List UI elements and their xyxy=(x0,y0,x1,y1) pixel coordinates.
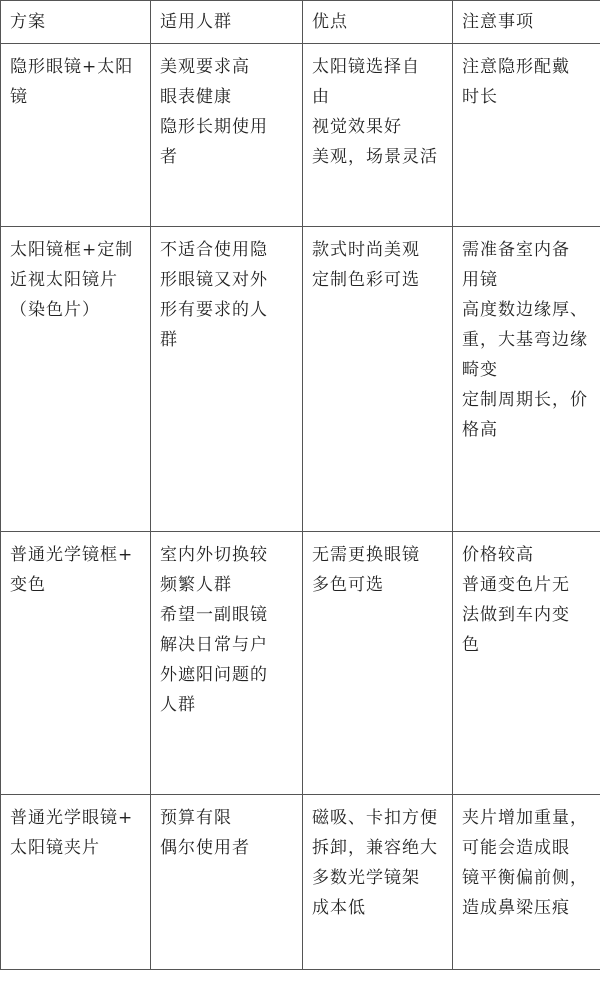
cell-line: 外遮阳问题的 xyxy=(160,665,268,685)
cell-line: 磁吸、卡扣方便 xyxy=(312,808,438,828)
cell-line: 畸变 xyxy=(462,360,498,380)
cell-notes xyxy=(453,227,600,532)
table-row xyxy=(1,227,600,532)
cell-line: 定制周期长，价 xyxy=(462,390,588,410)
cell-line: 成本低 xyxy=(312,898,366,918)
cell-audience xyxy=(151,44,303,227)
cell-line: 视觉效果好 xyxy=(312,117,402,137)
cell-line: 眼表健康 xyxy=(160,87,232,107)
cell-line: 无需更换眼镜 xyxy=(312,545,420,565)
cell-line: 形眼镜又对外 xyxy=(160,270,268,290)
cell-line: 色 xyxy=(462,635,480,655)
cell-line: 重，大基弯边缘 xyxy=(462,330,588,350)
header-advantages xyxy=(303,1,453,44)
header-audience xyxy=(151,1,303,44)
header-notes-text: 注意事项 xyxy=(462,12,534,32)
cell-advantages xyxy=(303,795,453,970)
cell-advantages xyxy=(303,532,453,795)
cell-line: 预算有限 xyxy=(160,808,232,828)
header-audience-text: 适用人群 xyxy=(160,12,232,32)
cell-line: 定制色彩可选 xyxy=(312,270,420,290)
cell-scheme xyxy=(1,227,151,532)
header-notes xyxy=(453,1,600,44)
cell-line: 时长 xyxy=(462,87,498,107)
cell-line: 太阳镜选择自 xyxy=(312,57,420,77)
header-scheme-text: 方案 xyxy=(10,12,46,32)
cell-line: 多色可选 xyxy=(312,575,384,595)
cell-scheme xyxy=(1,44,151,227)
cell-scheme xyxy=(1,795,151,970)
cell-line: 镜平衡偏前侧， xyxy=(462,868,588,888)
cell-line: 人群 xyxy=(160,695,196,715)
cell-line: 格高 xyxy=(462,420,498,440)
cell-line: 普通变色片无 xyxy=(462,575,570,595)
cell-line: 需准备室内备 xyxy=(462,240,570,260)
header-advantages-text: 优点 xyxy=(312,12,348,32)
cell-advantages xyxy=(303,227,453,532)
cell-line: 美观要求高 xyxy=(160,57,250,77)
cell-line: 价格较高 xyxy=(462,545,534,565)
cell-line: 法做到车内变 xyxy=(462,605,570,625)
cell-line: 隐形长期使用 xyxy=(160,117,268,137)
cell-line: 多数光学镜架 xyxy=(312,868,420,888)
cell-line: （染色片） xyxy=(10,300,100,320)
cell-line: 拆卸，兼容绝大 xyxy=(312,838,438,858)
cell-line: 希望一副眼镜 xyxy=(160,605,268,625)
cell-line: 解决日常与户 xyxy=(160,635,268,655)
cell-line: 近视太阳镜片 xyxy=(10,270,118,290)
cell-notes xyxy=(453,795,600,970)
cell-line: 由 xyxy=(312,87,330,107)
cell-line: 不适合使用隐 xyxy=(160,240,268,260)
cell-advantages xyxy=(303,44,453,227)
cell-line: 镜 xyxy=(10,87,28,107)
cell-line: 者 xyxy=(160,147,178,167)
table-row xyxy=(1,532,600,795)
cell-line: 室内外切换较 xyxy=(160,545,268,565)
cell-line: 高度数边缘厚、 xyxy=(462,300,588,320)
cell-line: 用镜 xyxy=(462,270,498,290)
cell-audience xyxy=(151,795,303,970)
cell-line: 隐形眼镜+太阳 xyxy=(10,57,134,77)
cell-line: 偶尔使用者 xyxy=(160,838,250,858)
cell-line: 频繁人群 xyxy=(160,575,232,595)
header-scheme xyxy=(1,1,151,44)
cell-line: 注意隐形配戴 xyxy=(462,57,570,77)
table-header-row xyxy=(1,1,600,44)
cell-line: 群 xyxy=(160,330,178,350)
cell-line: 造成鼻梁压痕 xyxy=(462,898,570,918)
cell-line: 可能会造成眼 xyxy=(462,838,570,858)
table-row xyxy=(1,44,600,227)
cell-line: 形有要求的人 xyxy=(160,300,268,320)
cell-scheme xyxy=(1,532,151,795)
cell-notes xyxy=(453,532,600,795)
cell-line: 夹片增加重量， xyxy=(462,808,588,828)
cell-line: 普通光学眼镜+ xyxy=(10,808,134,828)
cell-line: 太阳镜框+定制 xyxy=(10,240,134,260)
cell-line: 普通光学镜框+ xyxy=(10,545,134,565)
cell-line: 变色 xyxy=(10,575,46,595)
cell-audience xyxy=(151,532,303,795)
cell-line: 美观，场景灵活 xyxy=(312,147,438,167)
table-row xyxy=(1,795,600,970)
cell-line: 太阳镜夹片 xyxy=(10,838,100,858)
cell-line: 款式时尚美观 xyxy=(312,240,420,260)
cell-audience xyxy=(151,227,303,532)
cell-notes xyxy=(453,44,600,227)
